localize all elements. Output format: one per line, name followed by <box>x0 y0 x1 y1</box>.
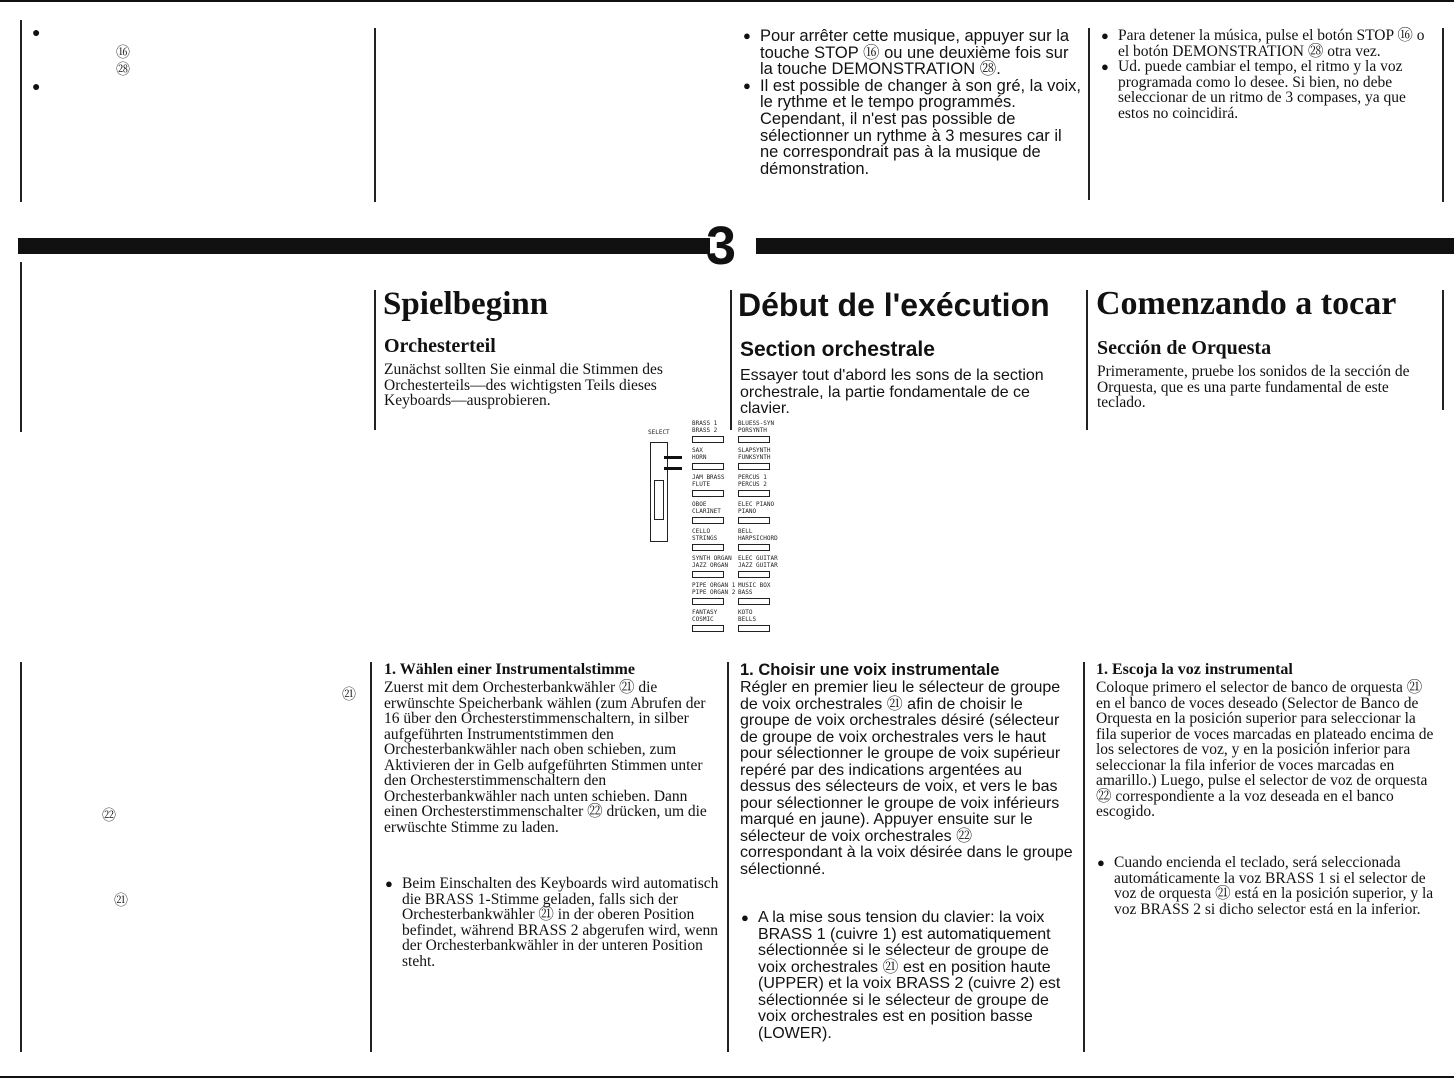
voice-label-r0: BLUESS-SYN PORSYNTH <box>738 420 775 434</box>
es-step-title: 1. Escoja la voz instrumental <box>1096 661 1293 678</box>
voice-button-l1[interactable] <box>692 463 724 470</box>
voice-button-r7[interactable] <box>738 625 770 632</box>
bottom-rule <box>0 1076 1454 1078</box>
section-bar-right <box>756 238 1454 254</box>
fr-step-bullets <box>740 910 1076 1042</box>
top-fr-bullet-2: ● Il est possible de changer à son gré, la voix, le rythme et le tempo programmés. Cependant, il n'est pas possible de sélectionner un rythme à 3 mesures car il ne correspondrait pas à la musique de démonstration. <box>742 78 1082 178</box>
orchestra-panel-diagram <box>640 420 790 655</box>
voice-button-l3[interactable] <box>692 517 724 524</box>
margin-marker-22: ㉒ <box>102 808 116 824</box>
voice-label-l7: FANTASY COSMIC <box>692 609 718 623</box>
top-es-bullet-1: ● Para detener la música, pulse el botón STOP ⑯ o el botón DEMONSTRATION ㉘ otra vez. <box>1100 28 1438 59</box>
voice-label-r6: MUSIC BOX BASS <box>738 582 771 596</box>
top-rule <box>0 0 1454 2</box>
voice-label-r7: KOTO BELLS <box>738 609 757 623</box>
de-step-bullet: ● Beim Einschalten des Keyboards wird automatisch die BRASS 1-Stimme geladen, falls sich der Orchesterbankwähler ㉑ in der oberen Position befindet, während BRASS 2 abgerufen wird, wenn der Orchesterbankwähler in der unteren Position steht. <box>384 876 722 969</box>
bank-selector-knob <box>654 480 664 520</box>
section-bar-left <box>18 238 710 254</box>
mid-divider-2 <box>730 290 732 430</box>
de-title: Spielbeginn <box>383 286 549 322</box>
es-subtitle: Sección de Orquesta <box>1097 337 1272 359</box>
voice-label-l3: OBOE CLARINET <box>692 501 721 515</box>
voice-button-l0[interactable] <box>692 436 724 443</box>
top-left-marker-16: ⑯ <box>116 45 130 61</box>
voice-button-r6[interactable] <box>738 598 770 605</box>
bank-indicator-upper <box>668 456 682 459</box>
voice-label-r3: ELEC PIANO PIANO <box>738 501 775 515</box>
voice-button-r4[interactable] <box>738 544 770 551</box>
voice-button-r0[interactable] <box>738 436 770 443</box>
bank-indicator-tick-1 <box>664 456 668 459</box>
bank-indicator-lower <box>668 467 682 470</box>
top-divider-2 <box>1088 28 1090 200</box>
voice-button-r2[interactable] <box>738 490 770 497</box>
bottom-divider-1 <box>370 662 372 1052</box>
mid-divider-1 <box>374 290 376 430</box>
mid-divider-right <box>1442 290 1444 410</box>
bottom-divider-2 <box>727 662 729 1052</box>
mid-divider-3 <box>1086 290 1088 430</box>
top-es-bullet-2: ● Ud. puede cambiar el tempo, el ritmo y la voz programada como lo desee. Si bien, no debe seleccionar de un ritmo de 3 compases, ya que estos no coincidirá. <box>1100 59 1438 121</box>
voice-label-r4: BELL HARPSICHORD <box>738 528 778 542</box>
voice-label-r2: PERCUS 1 PERCUS 2 <box>738 474 767 488</box>
voice-button-r1[interactable] <box>738 463 770 470</box>
es-step-bullet: ● Cuando encienda el teclado, será seleccionada automáticamente la voz BRASS 1 si el selector de voz de orquesta ㉑ está en la posición superior, y la voz BRASS 2 si dicho selector está en la inferior. <box>1096 855 1436 917</box>
section-number: 3 <box>706 216 737 276</box>
voice-label-l5: SYNTH ORGAN JAZZ ORGAN <box>692 555 732 569</box>
voice-label-l4: CELLO STRINGS <box>692 528 718 542</box>
voice-label-r5: ELEC GUITAR JAZZ GUITAR <box>738 555 778 569</box>
top-divider-left <box>20 20 22 202</box>
de-intro: Zunächst sollten Sie einmal die Stimmen des Orchesterteils—des wichtigsten Teils dieses Keyboards—ausprobieren. <box>384 361 663 409</box>
fr-step-body: Régler en premier lieu le sélecteur de groupe de voix orchestrales ㉑ afin de choisir le groupe de voix orchestrales désiré (sélecteur de groupe de voix orchestrales vers le haut pour sélectionner le groupe de voix supérieur repéré par des indications argentées au dessus des sélecteurs de voix, et vers le bas pour sélectionner le groupe de voix inférieurs marqué en jaune). Appuyer ensuite sur le sélecteur de voix orchestrales ㉒ correspondant à la voix désirée dans le groupe sélectionné. <box>740 679 1073 878</box>
voice-button-l7[interactable] <box>692 625 724 632</box>
voice-label-r1: SLAPSYNTH FUNKSYNTH <box>738 447 771 461</box>
voice-button-l5[interactable] <box>692 571 724 578</box>
voice-label-l0: BRASS 1 BRASS 2 <box>692 420 718 434</box>
es-step-body: Coloque primero el selector de banco de orquesta ㉑ en el banco de voces deseado (Selector de Banco de Orquesta en la posición superior para seleccionar la fila superior de voces marcadas en plateado encima de los selectores de voz, y en la posición inferior para seleccionar la fila inferior de voces marcadas en amarillo.) Luego, pulse el selector de voz de orquesta ㉒ correspondiente a la voz deseada en el banco escogido. <box>1096 679 1434 820</box>
de-subtitle: Orchesterteil <box>384 335 496 357</box>
fr-step-title: 1. Choisir une voix instrumentale <box>740 661 1000 679</box>
top-fr-bullets <box>742 28 1082 177</box>
voice-button-l6[interactable] <box>692 598 724 605</box>
voice-button-r3[interactable] <box>738 517 770 524</box>
top-divider-right <box>1442 28 1444 202</box>
fr-intro: Essayer tout d'abord les sons de la section orchestrale, la partie fondamentale de ce clavier. <box>740 367 1044 417</box>
top-divider-1 <box>374 28 376 202</box>
es-title: Comenzando a tocar <box>1096 285 1397 322</box>
fr-step-bullet: ● A la mise sous tension du clavier: la voix BRASS 1 (cuivre 1) est automatiquement sélectionnée si le sélecteur de groupe de voix orchestrales ㉑ est en position haute (UPPER) et la voix BRASS 2 (cuivre 2) est sélectionnée si le sélecteur de groupe de voix orchestrales est en position basse (LOWER). <box>740 910 1076 1042</box>
top-left-marker-28: ㉘ <box>116 62 130 78</box>
top-left-bullet-2: ● <box>32 78 41 94</box>
margin-marker-21-top: ㉑ <box>342 687 356 703</box>
voice-button-r5[interactable] <box>738 571 770 578</box>
voice-label-l2: JAM BRASS FLUTE <box>692 474 725 488</box>
es-intro: Primeramente, pruebe los sonidos de la sección de Orquesta, que es una parte fundamental de este teclado. <box>1097 363 1410 411</box>
de-step-body: Zuerst mit dem Orchesterbankwähler ㉑ die erwünschte Speicherbank wählen (zum Abrufen der 16 über den Orchesterstimmenschaltern, in silber aufgeführten Instrumentstimmen den Orchesterbankwähler nach oben schieben, zum Aktivieren der in Gelb aufgeführten Stimmen unter den Orchesterstimmenschaltern den Orchesterbankwähler nach unten schieben. Dann einen Orchesterstimmenschalter ㉒ drücken, um die erwüschte Stimme zu laden. <box>384 679 707 836</box>
margin-marker-21-bottom: ㉑ <box>114 893 128 909</box>
select-label: SELECT <box>648 429 670 436</box>
mid-divider-left <box>20 262 22 432</box>
bottom-divider-3 <box>1083 662 1085 1052</box>
bank-indicator-tick-2 <box>664 467 668 470</box>
top-es-bullets <box>1100 28 1438 122</box>
bottom-divider-left <box>20 662 22 1052</box>
top-fr-bullet-1: ● Pour arrêter cette musique, appuyer sur la touche STOP ⑯ ou une deuxième fois sur la touche DEMONSTRATION ㉘. <box>742 28 1082 78</box>
top-left-bullet-1: ● <box>32 24 41 40</box>
de-step-bullets <box>384 876 722 969</box>
fr-subtitle: Section orchestrale <box>740 338 935 361</box>
es-step-bullets <box>1096 855 1436 917</box>
fr-title: Début de l'exécution <box>738 287 1050 323</box>
voice-label-l6: PIPE ORGAN 1 PIPE ORGAN 2 <box>692 582 736 596</box>
voice-button-l2[interactable] <box>692 490 724 497</box>
de-step-title: 1. Wählen einer Instrumentalstimme <box>384 661 635 678</box>
voice-button-l4[interactable] <box>692 544 724 551</box>
voice-label-l1: SAX HORN <box>692 447 707 461</box>
